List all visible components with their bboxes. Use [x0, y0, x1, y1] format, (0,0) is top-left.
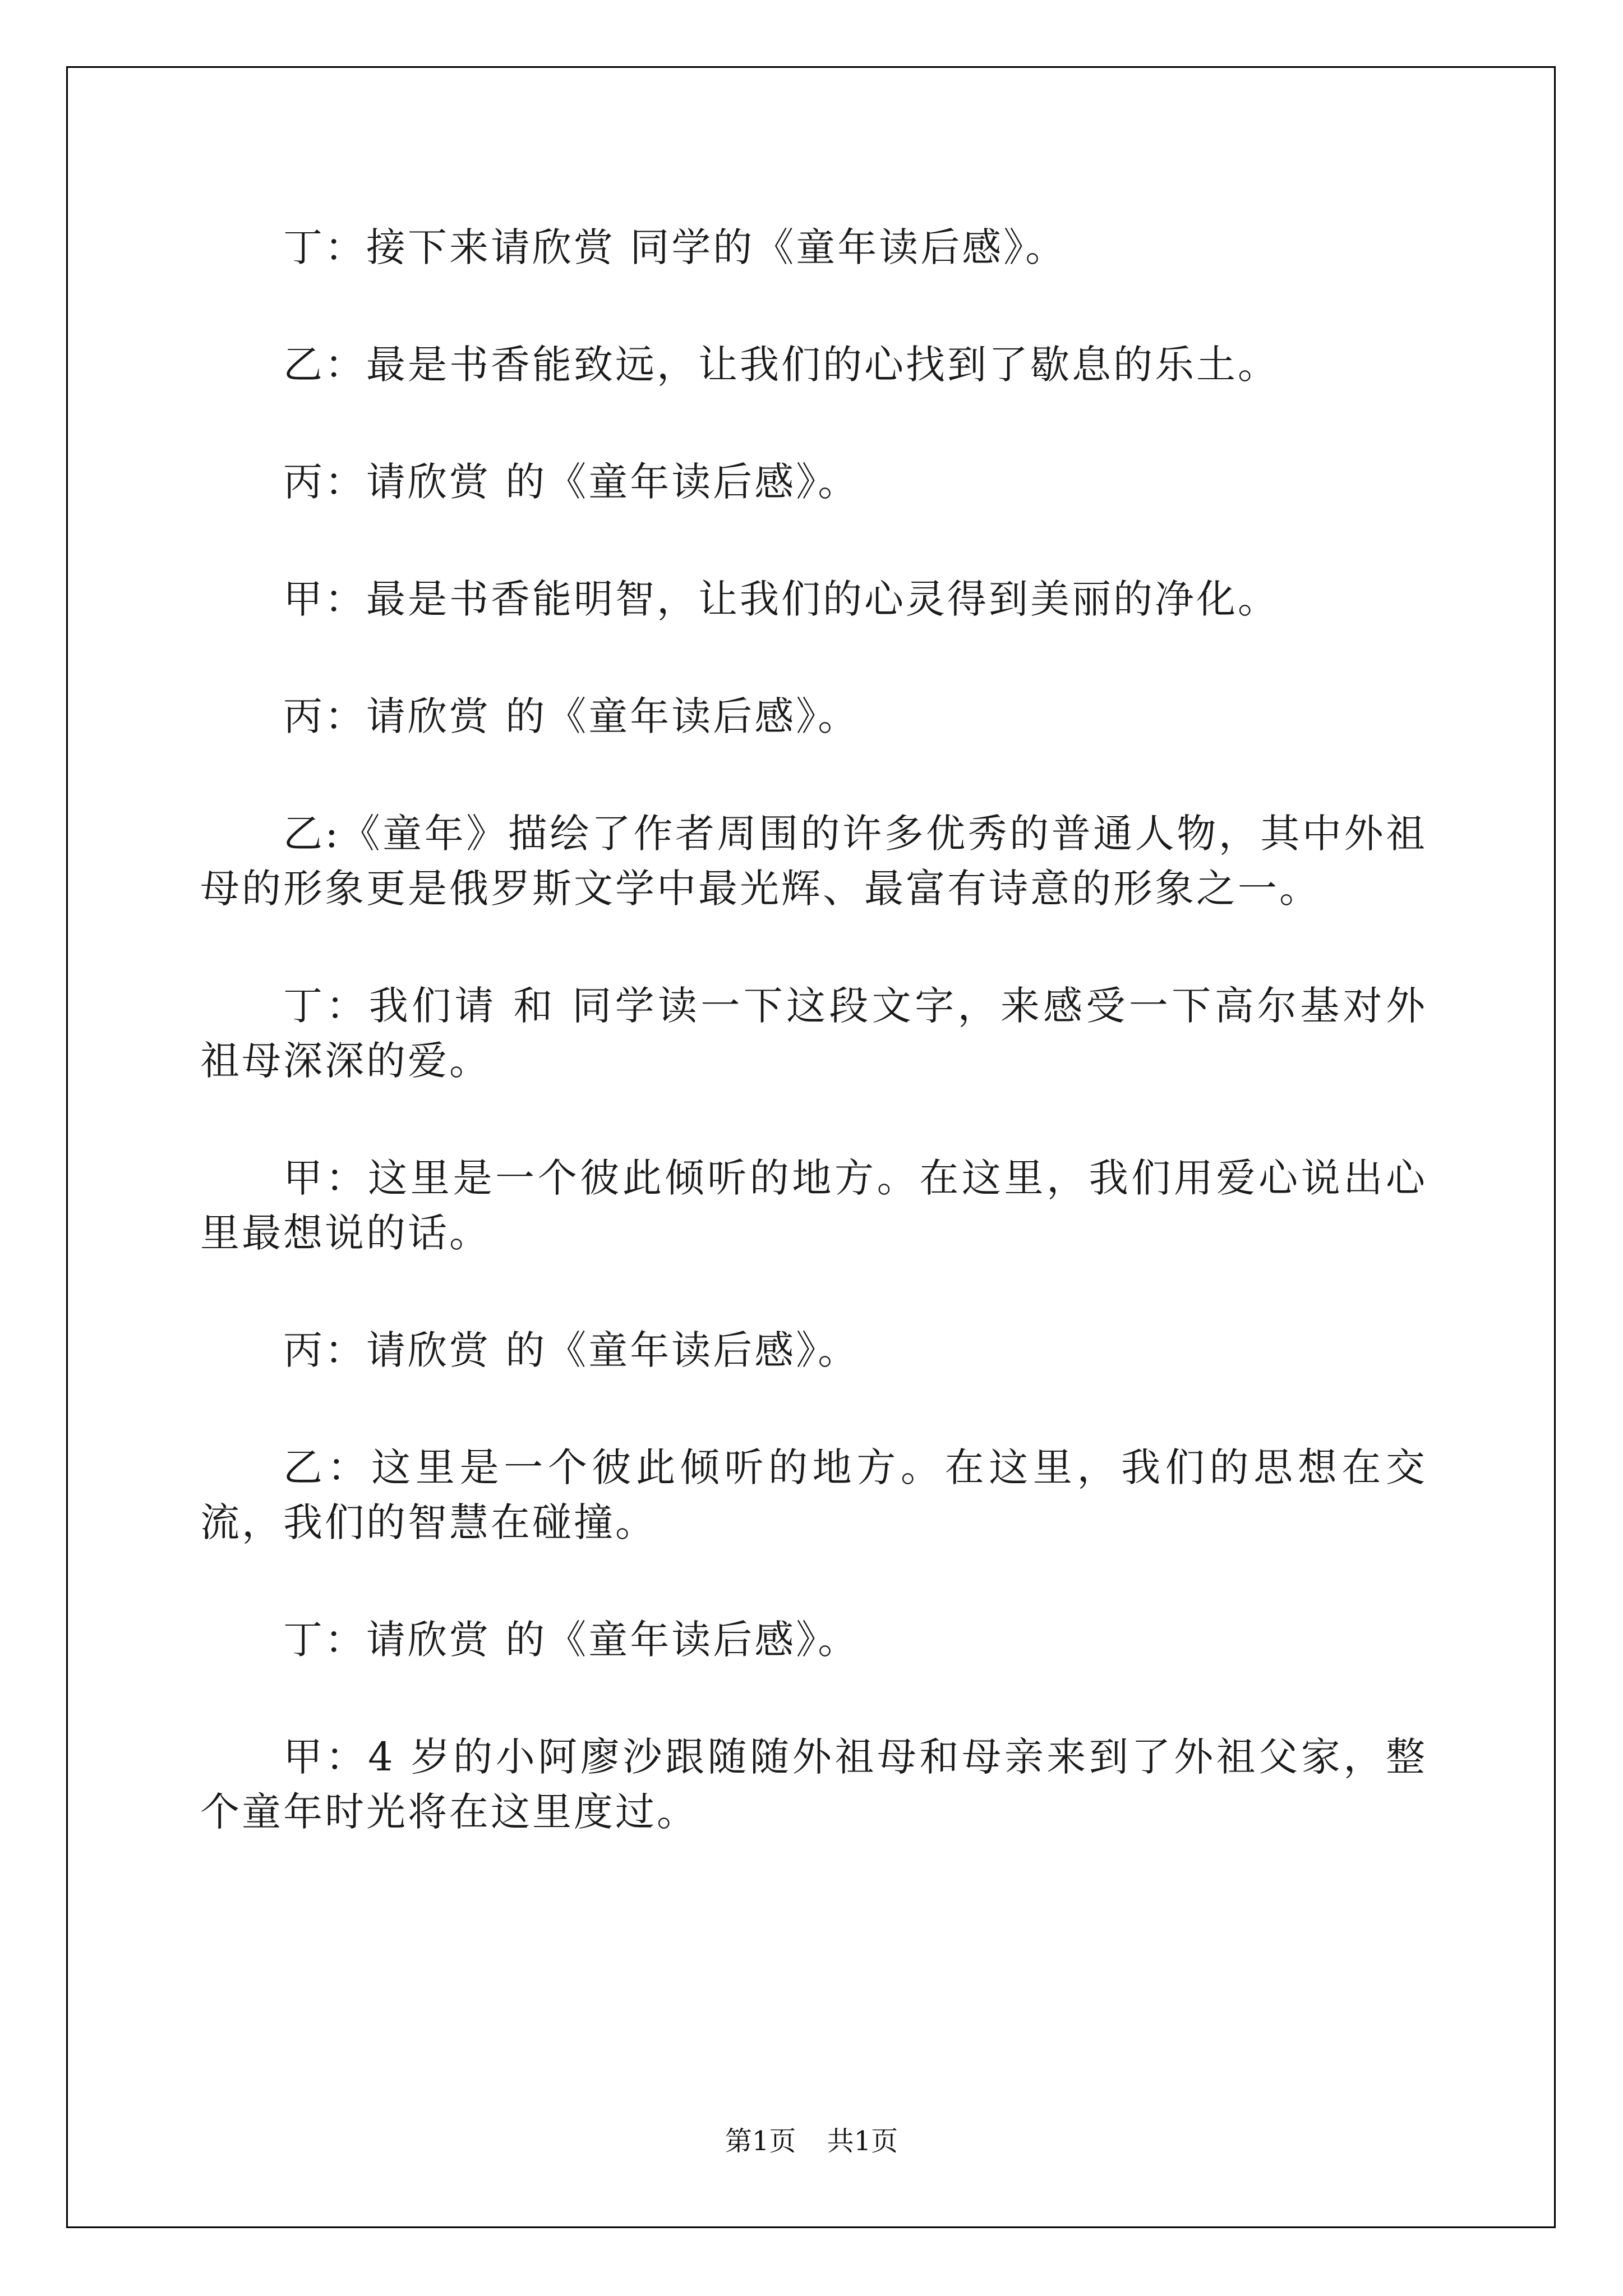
paragraph: 丁：请欣赏 的《童年读后感》。 — [283, 1617, 860, 1663]
paragraph: 甲：4 岁的小阿廖沙跟随随外祖母和母亲来到了外祖父家，整个童年时光将在这里度过。 — [200, 1734, 1427, 1835]
paragraph: 乙：最是书香能致远，让我们的心找到了歇息的乐土。 — [283, 342, 1279, 388]
paragraph: 丙：请欣赏 的《童年读后感》。 — [283, 1327, 860, 1373]
paragraph: 甲：最是书香能明智，让我们的心灵得到美丽的净化。 — [283, 576, 1279, 622]
page-number: 第1页 — [725, 2125, 796, 2157]
page-total: 共1页 — [827, 2125, 898, 2157]
page-footer — [0, 2124, 1623, 2158]
paragraph: 丙：请欣赏 的《童年读后感》。 — [283, 693, 860, 739]
paragraph: 丁：接下来请欣赏 同学的《童年读后感》。 — [283, 224, 1067, 270]
document-body — [200, 220, 1427, 1839]
paragraph: 乙：这里是一个彼此倾听的地方。在这里，我们的思想在交流，我们的智慧在碰撞。 — [200, 1444, 1427, 1545]
paragraph: 丁：我们请 和 同学读一下这段文字，来感受一下高尔基对外祖母深深的爱。 — [200, 983, 1427, 1084]
paragraph: 丙：请欣赏 的《童年读后感》。 — [283, 459, 860, 505]
paragraph: 乙:《童年》描绘了作者周围的许多优秀的普通人物，其中外祖母的形象更是俄罗斯文学中最光辉、最富有诗意的形象之一。 — [200, 811, 1427, 912]
paragraph: 甲：这里是一个彼此倾听的地方。在这里，我们用爱心说出心里最想说的话。 — [200, 1155, 1427, 1256]
